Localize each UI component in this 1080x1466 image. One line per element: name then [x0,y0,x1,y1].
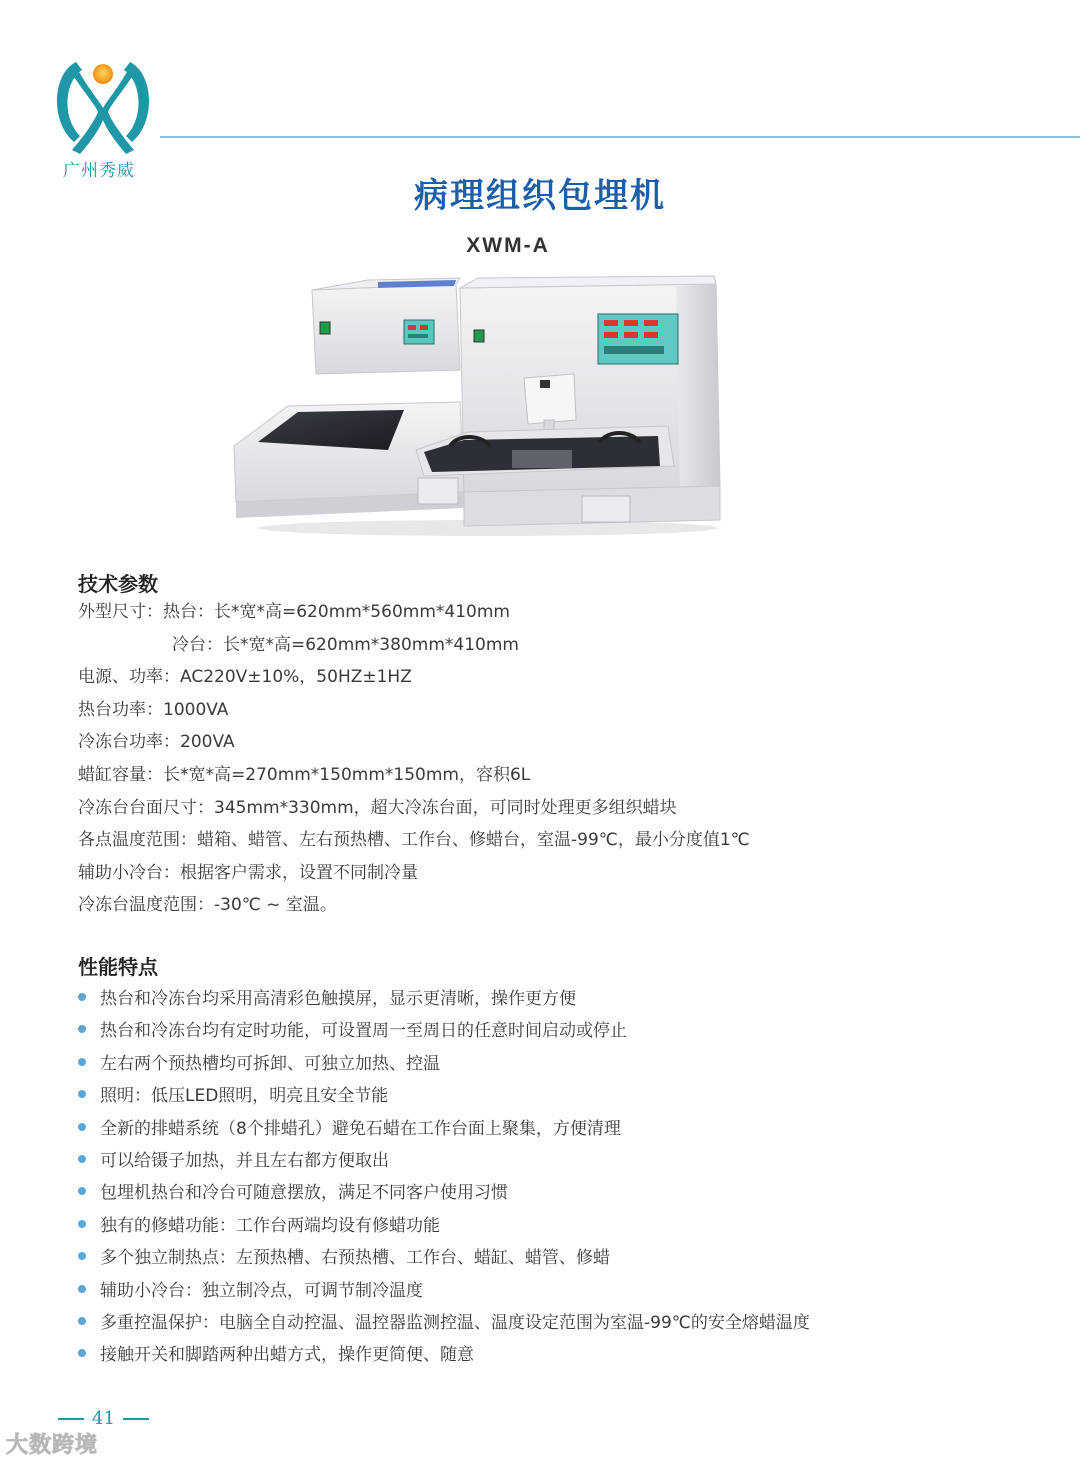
bullet-icon [78,1155,86,1163]
specs-list [78,596,750,922]
feature-item: 包埋机热台和冷台可随意摆放，满足不同客户使用习惯 [78,1177,810,1209]
logo-text: 广州秀威 [63,161,135,181]
feature-item: 热台和冷冻台均采用高清彩色触摸屏，显示更清晰，操作更方便 [78,983,810,1015]
feature-item: 多重控温保护：电脑全自动控温、温控器监测控温、温度设定范围为室温-99℃的安全熔蜡温度 [78,1307,810,1339]
page-title: 病理组织包埋机 [414,176,666,216]
spec-row: 冷冻台功率：200VA [78,732,235,753]
feature-item: 辅助小冷台：独立制冷点，可调节制冷温度 [78,1275,810,1307]
bullet-icon [78,1349,86,1357]
feature-item: 可以给镊子加热，并且左右都方便取出 [78,1145,810,1177]
feature-item: 多个独立制热点：左预热槽、右预热槽、工作台、蜡缸、蜡管、修蜡 [78,1242,810,1274]
bullet-icon [78,1187,86,1195]
watermark: 大数跨境 [6,1433,99,1458]
feature-item: 左右两个预热槽均可拆卸、可独立加热、控温 [78,1048,810,1080]
spec-row: 外型尺寸：热台：长*宽*高=620mm*560mm*410mm [78,602,510,622]
specs-heading: 技术参数 [78,572,158,596]
feature-item: 热台和冷冻台均有定时功能，可设置周一至周日的任意时间启动或停止 [78,1015,810,1047]
spec-row: 电源、功率：AC220V±10%，50HZ±1HZ [78,667,412,688]
spec-row: 冷冻台温度范围：-30℃ ~ 室温。 [78,895,337,916]
features-heading: 性能特点 [78,955,158,979]
bullet-icon [78,1285,86,1293]
spec-row: 冷冻台台面尺寸：345mm*330mm，超大冷冻台面，可同时处理更多组织蜡块 [78,797,677,818]
page-number: 41 [50,1408,157,1429]
spec-row: 冷台：长*宽*高=620mm*380mm*410mm [172,634,519,655]
bullet-icon [78,1123,86,1131]
bullet-icon [78,1317,86,1325]
bullet-icon [78,1090,86,1098]
feature-item: 接触开关和脚踏两种出蜡方式，操作更简便、随意 [78,1339,810,1371]
spec-row: 蜡缸容量：长*宽*高=270mm*150mm*150mm，容积6L [78,764,531,785]
spec-row: 各点温度范围：蜡箱、蜡管、左右预热槽、工作台、修蜡台，室温-99℃，最小分度值1℃ [78,830,750,851]
spec-row: 热台功率：1000VA [78,699,229,720]
bullet-icon [78,993,86,1001]
model-number: XWM-A [466,234,550,257]
bullet-icon [78,1220,86,1228]
bullet-icon [78,1025,86,1033]
features-list [78,983,810,1372]
feature-item: 独有的修蜡功能：工作台两端均设有修蜡功能 [78,1210,810,1242]
product-image [228,270,728,538]
bullet-icon [78,1058,86,1066]
header-divider [160,136,1080,138]
spec-row: 辅助小冷台：根据客户需求，设置不同制冷量 [78,862,418,883]
feature-item: 全新的排蜡系统（8个排蜡孔）避免石蜡在工作台面上聚集，方便清理 [78,1113,810,1145]
bullet-icon [78,1252,86,1260]
feature-item: 照明：低压LED照明，明亮且安全节能 [78,1080,810,1112]
